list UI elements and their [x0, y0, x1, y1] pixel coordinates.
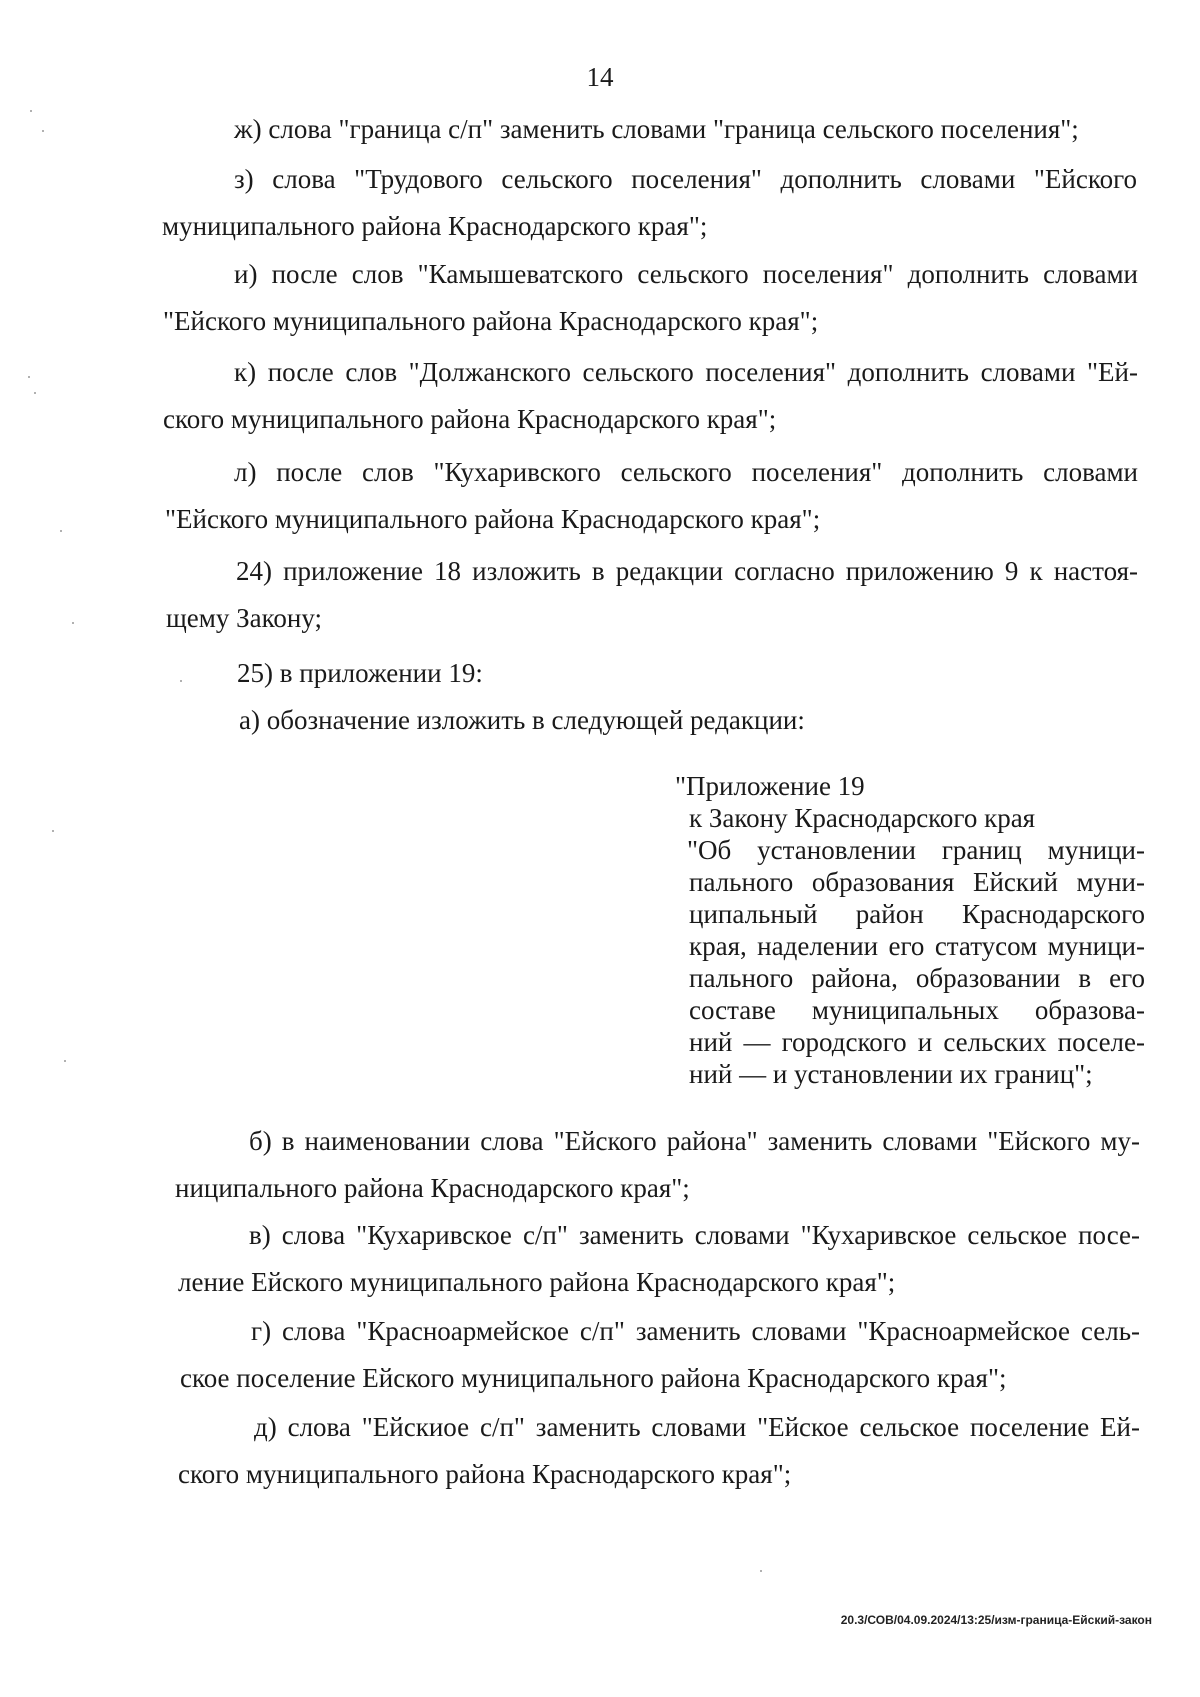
- scan-speck: [30, 110, 32, 112]
- paragraph-line: "Ейского муниципального района Краснодарского края";: [165, 504, 821, 534]
- scan-speck: [64, 1060, 66, 1062]
- paragraph-24: [166, 548, 1138, 642]
- paragraph-line: з) слова "Трудового сельского поселения" дополнить словами "Ейского: [234, 164, 1137, 194]
- paragraph-line: и) после слов "Камышеватского сельского поселения" дополнить словами: [234, 259, 1138, 289]
- appendix-line: пального образования Ейский муни-: [689, 867, 1145, 897]
- appendix-line: ний — и установлении их границ";: [689, 1059, 1093, 1089]
- appendix-line: ципальный район Краснодарского: [689, 899, 1145, 929]
- appendix-line: "Об установлении границ муници-: [687, 835, 1145, 865]
- appendix-title: "Приложение 19: [675, 771, 865, 801]
- scan-speck: [760, 1570, 762, 1572]
- appendix-line: ний — городского и сельских поселе-: [689, 1027, 1145, 1057]
- document-footer-code: 20.3/СОВ/04.09.2024/13:25/изм-граница-Ейский-закон: [840, 1613, 1152, 1627]
- paragraph-line: л) после слов "Кухаривского сельского поселения" дополнить словами: [234, 457, 1138, 487]
- paragraph-v: [178, 1212, 1140, 1306]
- appendix-line: края, наделении его статусом муници-: [689, 931, 1145, 961]
- paragraph-line: б) в наименовании слова "Ейского района" заменить словами "Ейского му-: [249, 1126, 1140, 1156]
- paragraph-k: [163, 349, 1138, 443]
- paragraph-line: ское поселение Ейского муниципального района Краснодарского края";: [180, 1363, 1007, 1393]
- page-number: 14: [586, 62, 614, 92]
- scan-speck: [42, 130, 44, 132]
- paragraph-line: в) слова "Кухаривское с/п" заменить словами "Кухаривское сельское посе-: [249, 1220, 1140, 1250]
- scan-speck: [52, 830, 54, 832]
- appendix-line: пального района, образовании в его: [689, 963, 1145, 993]
- paragraph-line: к) после слов "Должанского сельского поселения" дополнить словами "Ей-: [234, 357, 1138, 387]
- appendix-line: к Закону Краснодарского края: [689, 803, 1036, 833]
- paragraph-line: ского муниципального района Краснодарского края";: [163, 404, 777, 434]
- paragraph-line: щему Закону;: [166, 603, 322, 633]
- paragraph-l: [165, 449, 1138, 543]
- scan-speck: [28, 376, 30, 378]
- paragraph-line: "Ейского муниципального района Краснодарского края";: [163, 306, 819, 336]
- paragraph-line: а) обозначение изложить в следующей редакции:: [239, 705, 805, 735]
- paragraph-b: [175, 1118, 1140, 1212]
- paragraph-line: 24) приложение 18 изложить в редакции согласно приложению 9 к настоя-: [236, 556, 1138, 586]
- scan-speck: [34, 392, 36, 394]
- paragraph-line: ж) слова "граница с/п" заменить словами "граница сельского поселения";: [234, 114, 1079, 144]
- scan-speck: [180, 680, 182, 682]
- appendix-line: составе муниципальных образова-: [689, 995, 1145, 1025]
- paragraph-line: ление Ейского муниципального района Краснодарского края";: [178, 1267, 896, 1297]
- appendix-block: [675, 770, 1145, 1090]
- paragraph-25: [237, 650, 483, 697]
- paragraph-zh: [234, 106, 1079, 153]
- paragraph-i: [163, 251, 1138, 345]
- paragraph-a: [239, 697, 805, 744]
- paragraph-line: ниципального района Краснодарского края";: [175, 1173, 690, 1203]
- paragraph-line: 25) в приложении 19:: [237, 658, 483, 688]
- scan-speck: [60, 530, 62, 532]
- paragraph-line: г) слова "Красноармейское с/п" заменить словами "Красноармейское сель-: [251, 1316, 1140, 1346]
- paragraph-d: [178, 1404, 1140, 1498]
- paragraph-line: муниципального района Краснодарского края";: [162, 211, 708, 241]
- paragraph-line: д) слова "Ейскиое с/п" заменить словами "Ейское сельское поселение Ей-: [254, 1412, 1140, 1442]
- paragraph-g: [180, 1308, 1140, 1402]
- paragraph-z: [162, 156, 1137, 250]
- paragraph-line: ского муниципального района Краснодарского края";: [178, 1459, 792, 1489]
- scan-speck: [72, 622, 74, 624]
